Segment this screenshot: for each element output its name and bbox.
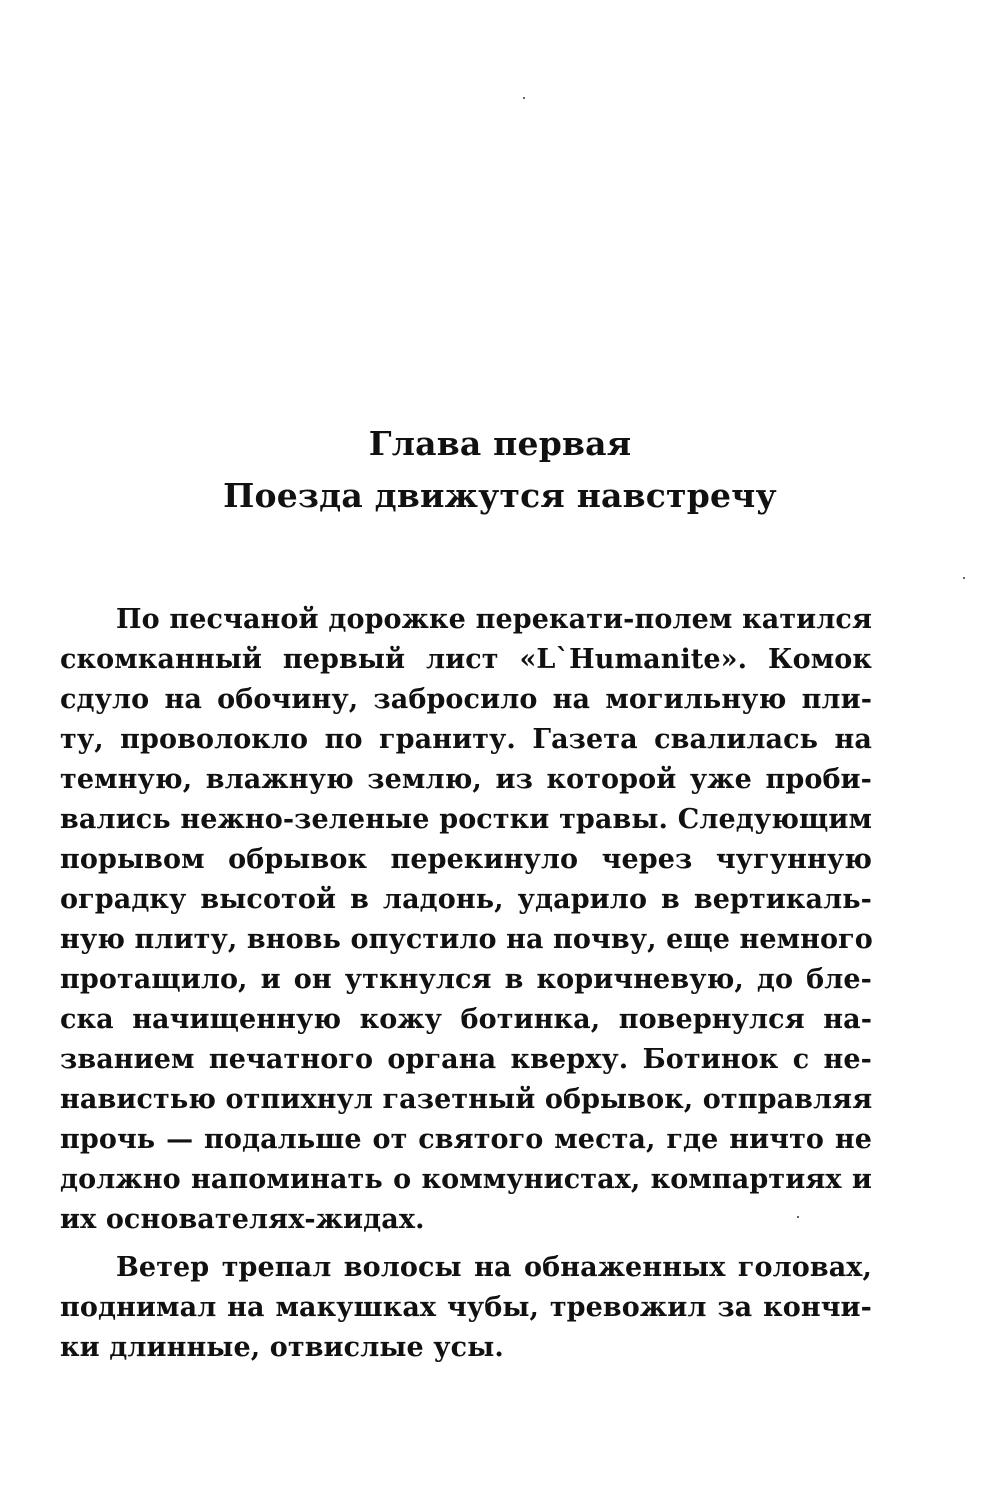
text-line: ска начищенную кожу ботинка, повернулся на- [60, 1004, 872, 1035]
print-speck [523, 97, 525, 99]
paragraph-2 [60, 1248, 872, 1368]
text-line: поднимал на макушках чубы, тревожил за кончи- [60, 1292, 872, 1323]
text-line: ную плиту, вновь опустило на почву, еще немного [60, 924, 873, 955]
text-line: протащило, и он уткнулся в коричневую, до бле- [60, 964, 872, 995]
text-line: оградку высотой в ладонь, ударило в вертикаль- [60, 884, 872, 915]
chapter-number-title: Глава первая [368, 424, 632, 463]
text-line: их основателях-жидах. [60, 1204, 425, 1235]
chapter-body-text [60, 600, 872, 1376]
chapter-subtitle: Поезда движутся навстречу [223, 476, 777, 515]
chapter-heading [0, 418, 1000, 522]
text-line: прочь — подальше от святого места, где ничто не [60, 1124, 872, 1155]
print-speck [963, 577, 965, 579]
text-line: Ветер трепал волосы на обнаженных головах, [116, 1252, 872, 1283]
text-line: ки длинные, отвислые усы. [60, 1332, 504, 1363]
text-line: званием печатного органа кверху. Ботинок с не- [60, 1044, 872, 1075]
text-line: ту, проволокло по граниту. Газета свалилась на [60, 724, 872, 755]
text-line: По песчаной дорожке перекати-полем катился [116, 604, 872, 635]
text-line: темную, влажную землю, из которой уже проби- [60, 764, 872, 795]
paragraph-1 [60, 600, 872, 1240]
text-line: навистью отпихнул газетный обрывок, отправляя [60, 1084, 873, 1115]
text-line: вались нежно-зеленые ростки травы. Следующим [60, 804, 872, 835]
text-line: сдуло на обочину, забросило на могильную пли- [60, 684, 872, 715]
text-line: порывом обрывок перекинуло через чугунную [60, 844, 872, 875]
text-line: скомканный первый лист «L`Humanite». Комок [60, 644, 872, 675]
text-line: должно напоминать о коммунистах, компартиях и [60, 1164, 872, 1195]
